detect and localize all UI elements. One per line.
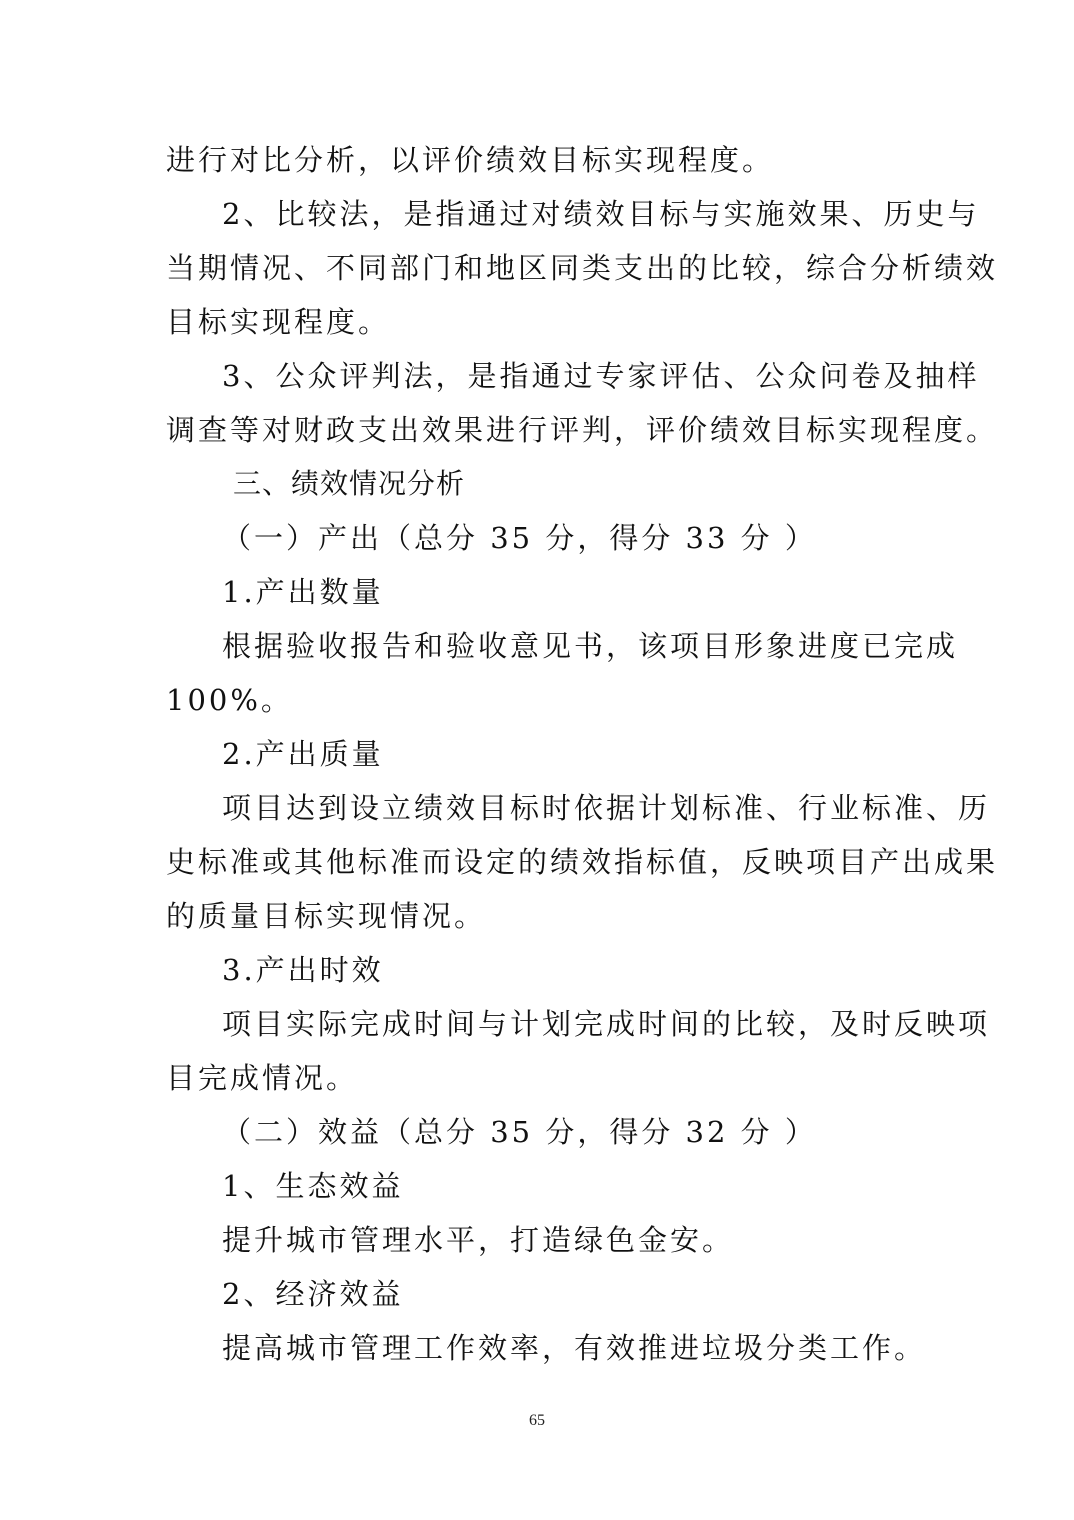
item-heading: 3.产出时效 [222, 953, 384, 987]
paragraph-line: 提升城市管理水平，打造绿色金安。 [222, 1223, 735, 1257]
paragraph-line: 3、公众评判法，是指通过专家评估、公众问卷及抽样 [222, 359, 980, 393]
paragraph-line: 调查等对财政支出效果进行评判，评价绩效目标实现程度。 [166, 413, 999, 447]
paragraph-line: 史标准或其他标准而设定的绩效指标值，反映项目产出成果 [166, 845, 999, 879]
paragraph-line: 目完成情况。 [166, 1061, 359, 1095]
paragraph-line: 进行对比分析，以评价绩效目标实现程度。 [166, 143, 775, 177]
paragraph-line: 提高城市管理工作效率，有效推进垃圾分类工作。 [222, 1331, 927, 1365]
paragraph-line: 的质量目标实现情况。 [166, 899, 487, 933]
subsection-heading: （二）效益（总分 35 分，得分 32 分 ） [222, 1115, 817, 1149]
paragraph-line: 2、比较法，是指通过对绩效目标与实施效果、历史与 [222, 197, 980, 231]
item-heading: 2、经济效益 [222, 1277, 404, 1311]
paragraph-line: 根据验收报告和验收意见书，该项目形象进度已完成 [222, 629, 959, 663]
paragraph-line: 100%。 [166, 683, 293, 717]
paragraph-line: 目标实现程度。 [166, 305, 391, 339]
item-heading: 2.产出质量 [222, 737, 384, 771]
paragraph-line: 当期情况、不同部门和地区同类支出的比较，综合分析绩效 [166, 251, 999, 285]
paragraph-line: 项目实际完成时间与计划完成时间的比较，及时反映项 [222, 1007, 991, 1041]
subsection-heading: （一）产出（总分 35 分，得分 33 分 ） [222, 521, 817, 555]
section-heading: 三、绩效情况分析 [233, 467, 466, 500]
page-number: 65 [529, 1412, 545, 1429]
paragraph-line: 项目达到设立绩效目标时依据计划标准、行业标准、历 [222, 791, 991, 825]
item-heading: 1.产出数量 [222, 575, 384, 609]
item-heading: 1、生态效益 [222, 1169, 404, 1203]
